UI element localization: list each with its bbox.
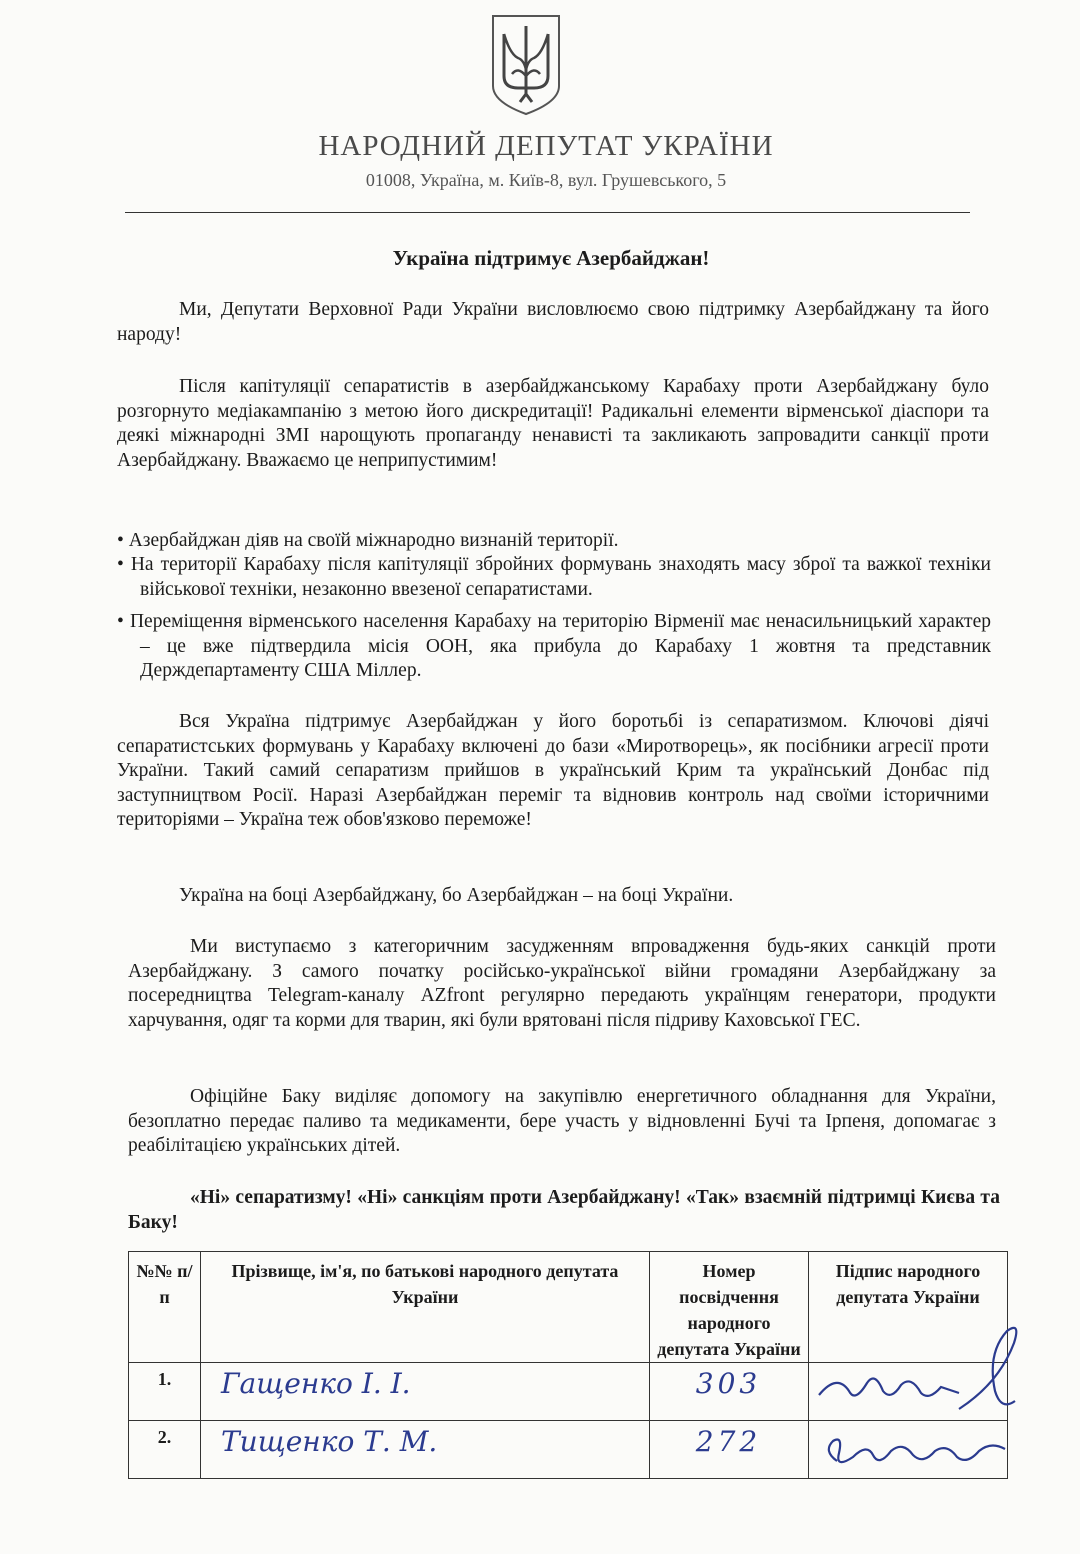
signature-cell bbox=[809, 1363, 1008, 1421]
bullet-population: • Переміщення вірменського населення Карабаху на територію Вірменії має ненасильницький характер – це вже підтвердила місія ООН, яка прибула до Карабаху 1 жовтня та представник Держдепартаменту США Міллер. bbox=[117, 611, 991, 681]
paragraph-support: Ми, Депутати Верховної Ради України висловлюємо свою підтримку Азербайджану та його народу! bbox=[117, 299, 989, 345]
row-number: 2. bbox=[129, 1421, 201, 1479]
handwritten-certificate: 272 bbox=[650, 1421, 809, 1479]
bullet-weapons: • На території Карабаху після капітуляції збройних формувань знаходять масу зброї та важкої техніки військової техніки, незаконно ввезеної сепаратистами. bbox=[117, 554, 991, 600]
header-certificate: Номер посвідчення народного депутата України bbox=[650, 1252, 809, 1363]
header-divider bbox=[125, 212, 970, 213]
bullet-territory: • Азербайджан діяв на своїй міжнародно визнаній території. bbox=[117, 530, 619, 551]
signature-mark bbox=[809, 1421, 1035, 1476]
header-signature: Підпис народного депутата України bbox=[809, 1252, 1008, 1363]
paragraph-separatism: Вся Україна підтримує Азербайджан у його боротьбі із сепаратизмом. Ключові діячі сепаратистських формувань у Карабаху включені до бази «Миротворець», як посібники агресії проти України. Такий самий сепаратизм прийшов в український Крим та український Донбас під заступництвом Росії. Наразі Азербайджан переміг та відновив контроль над своїми історичними територіями – Україна теж обов'язково переможе! bbox=[117, 711, 989, 830]
table-row bbox=[129, 1421, 1008, 1479]
trident-emblem-icon bbox=[490, 14, 562, 116]
document-title: Україна підтримує Азербайджан! bbox=[392, 246, 710, 270]
handwritten-name: Гащенко І. І. bbox=[201, 1363, 650, 1421]
issuer-title: НАРОДНИЙ ДЕПУТАТ УКРАЇНИ bbox=[318, 130, 774, 162]
signature-mark bbox=[809, 1313, 1035, 1418]
table-row bbox=[129, 1363, 1008, 1421]
paragraph-baku-aid: Офіційне Баку виділяє допомогу на закупівлю енергетичного обладнання для України, безоплатно передає паливо та медикаменти, бере участь у відновленні Бучі та Ірпеня, допомагає з реабілітацією українських дітей. bbox=[128, 1086, 996, 1156]
paragraph-sanctions: Ми виступаємо з категоричним засудженням впровадження будь-яких санкцій проти Азербайджану. З самого початку російсько-української війни громадяни Азербайджану за посередництва Telegram-каналу AZfront регулярно передають українцям генератори, продукти харчування, одяг та корми для тварин, які були врятовані після підриву Каховської ГЕС. bbox=[128, 936, 996, 1031]
header-number: №№ п/п bbox=[129, 1252, 201, 1363]
header-full-name: Прізвище, ім'я, по батькові народного депутата України bbox=[201, 1252, 650, 1363]
closing-slogan: «Ні» сепаратизму! «Ні» санкціям проти Азербайджану! «Так» взаємній підтримці Києва та Баку! bbox=[128, 1187, 1000, 1233]
signature-table bbox=[128, 1251, 1008, 1479]
handwritten-certificate: 303 bbox=[650, 1363, 809, 1421]
paragraph-solidarity: Україна на боці Азербайджану, бо Азербайджан – на боці України. bbox=[179, 885, 734, 906]
issuer-address: 01008, Україна, м. Київ-8, вул. Грушевського, 5 bbox=[365, 170, 727, 190]
row-number: 1. bbox=[129, 1363, 201, 1421]
handwritten-name: Тищенко Т. М. bbox=[201, 1421, 650, 1479]
signature-cell bbox=[809, 1421, 1008, 1479]
paragraph-capitulation: Після капітуляції сепаратистів в азербайджанському Карабаху проти Азербайджану було розгорнуто медіакампанію з метою його дискредитації! Радикальні елементи вірменської діаспори та деякі міжнародні ЗМІ нарощують пропаганду ненависті та закликають запровадити санкції проти Азербайджану. Вважаємо це неприпустимим! bbox=[117, 376, 989, 471]
